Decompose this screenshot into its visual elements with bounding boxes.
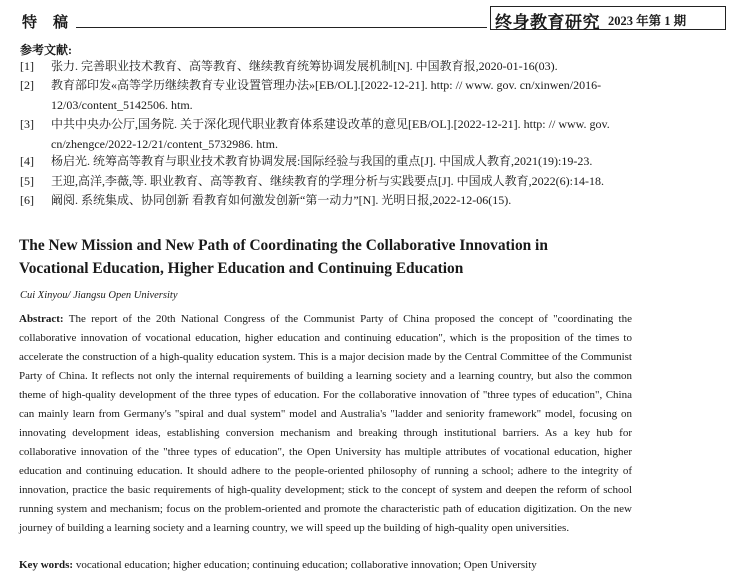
abstract-text: The report of the 20th National Congress of the Communist Party of China proposed the concept of "coordinating the collaborative innovation of vocational education, higher education and continuing education", which is the proposition of the times to accelerate the construction of a high-quality education system. This is a major decision made by the Central Committee of the Communist Party of China. It reflects not only the internal requirements of building a learning society and a learning country, but also the common theme of high-quality development of the three types of education. For the collaborative innovation of "three types of education", China can mainly learn from Germany's "spiral and dual system" model and Australia's "ladder and seniority framework" model, focusing on innovating development ideas, establishing conversion mechanism and breaking through institutional barriers. As a key hub for collaborative innovation of the "three types of education", the Open University has multiple attributes of vocational education, higher education and continuing education. It should adhere to the people-oriented philosophy of running a school; adhere to the integrity of innovation, practice the basic requirements of high-quality development; stick to the concept of system and deepen the reform of school running system and mechanism; focus on the problem-oriented and promote the characteristic path of education digitization. On the new journey of building a learning society and a learning country, we will speed up the building of high-quality open universities. (19, 313, 632, 534)
header-rule (76, 27, 487, 28)
article-title (19, 234, 619, 280)
section-label: 特稿 (22, 15, 85, 31)
reference-text: 杨启光. 统筹高等教育与职业技术教育协调发展:国际经验与我国的重点[J]. 中国成人教育,2021(19):19-23. (51, 154, 593, 168)
issue-label: 2023 年第 1 期 (608, 14, 687, 28)
article-title-line-1: The New Mission and New Path of Coordinating the Collaborative Innovation in (19, 237, 548, 254)
abstract (19, 310, 632, 538)
reference-text: 王迎,高洋,李薇,等. 职业教育、高等教育、继续教育的学理分析与实践要点[J]. 中国成人教育,2022(6):14-18. (51, 174, 604, 188)
reference-number: [1] (20, 59, 34, 73)
journal-name: 终身教育研究 (495, 13, 600, 33)
reference-text-continued: 12/03/content_5142506. htm. (51, 98, 193, 112)
references-title: 参考文献: (20, 43, 72, 57)
keywords-label: Key words: (19, 559, 74, 571)
reference-text: 教育部印发«高等学历继续教育专业设置管理办法»[EB/OL].[2022-12-21]. http: // www. gov. cn/xinwen/2016- (51, 78, 602, 92)
author-line: Cui Xinyou/ Jiangsu Open University (20, 290, 178, 301)
reference-text-continued: cn/zhengce/2022-12/21/content_5732986. htm. (51, 137, 278, 151)
keywords (19, 559, 537, 571)
reference-number: [5] (20, 174, 34, 188)
reference-text: 阚阅. 系统集成、协同创新 看教育如何激发创新“第一动力”[N]. 光明日报,2022-12-06(15). (51, 193, 512, 207)
page-header (0, 6, 730, 36)
reference-number: [6] (20, 193, 34, 207)
article-title-line-2: Vocational Education, Higher Education and Continuing Education (19, 260, 464, 277)
keywords-text: vocational education; higher education; continuing education; collaborative innovation; Open University (73, 559, 537, 571)
reference-number: [2] (20, 78, 34, 92)
abstract-label: Abstract: (19, 313, 64, 325)
reference-number: [4] (20, 154, 34, 168)
reference-text: 中共中央办公厅,国务院. 关于深化现代职业教育体系建设改革的意见[EB/OL].[2022-12-21]. http: // www. gov. (51, 117, 610, 131)
reference-text: 张力. 完善职业技术教育、高等教育、继续教育统筹协调发展机制[N]. 中国教育报,2020-01-16(03). (51, 59, 558, 73)
journal-box (490, 6, 726, 33)
reference-number: [3] (20, 117, 34, 131)
